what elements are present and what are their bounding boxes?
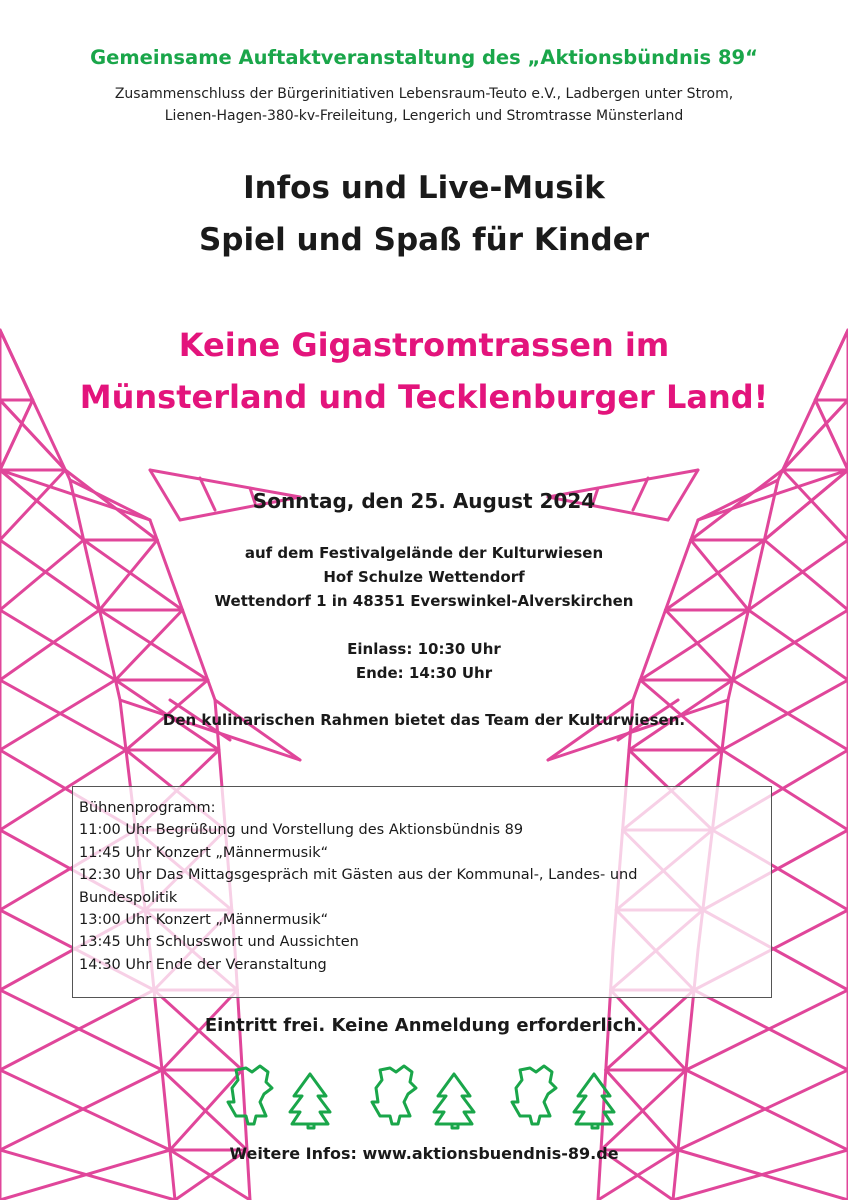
free-entry-note: Eintritt frei. Keine Anmeldung erforderlich.: [204, 1015, 644, 1036]
program-item: 11:45 Uhr Konzert „Männermusik“: [79, 844, 329, 861]
venue-line2: Hof Schulze Wettendorf: [323, 568, 525, 586]
headline-line2: Spiel und Spaß für Kinder: [198, 222, 650, 258]
catering-note: Den kulinarischen Rahmen bietet das Team der Kulturwiesen.: [162, 711, 686, 729]
event-date: Sonntag, den 25. August 2024: [252, 489, 596, 513]
deciduous-tree-icon: [372, 1066, 416, 1124]
venue-line1: auf dem Festivalgelände der Kulturwiesen: [244, 544, 604, 562]
organizer-title: Gemeinsame Auftaktveranstaltung des „Aktionsbündnis 89“: [90, 46, 758, 69]
slogan-line2: Münsterland und Tecklenburger Land!: [79, 378, 769, 416]
headline-line1: Infos und Live-Musik: [243, 170, 605, 206]
organizer-subtitle-line2: Lienen-Hagen-380-kv-Freileitung, Lengerich und Stromtrasse Münsterland: [164, 108, 684, 124]
program-item: 12:30 Uhr Das Mittagsgespräch mit Gästen aus der Kommunal-, Landes- und: [79, 867, 638, 884]
slogan-line1: Keine Gigastromtrassen im: [178, 326, 670, 364]
conifer-tree-icon: [574, 1074, 614, 1128]
more-info-website: Weitere Infos: www.aktionsbuendnis-89.de: [229, 1144, 619, 1163]
program-item: 14:30 Uhr Ende der Veranstaltung: [79, 956, 327, 973]
tree-row-logo-icon: [222, 1062, 636, 1132]
program-item: 13:00 Uhr Konzert „Männermusik“: [79, 912, 329, 929]
conifer-tree-icon: [434, 1074, 474, 1128]
end-time: Ende: 14:30 Uhr: [355, 664, 493, 682]
program-item: 13:45 Uhr Schlusswort und Aussichten: [79, 934, 359, 951]
deciduous-tree-icon: [228, 1066, 272, 1124]
program-heading: Bühnenprogramm:: [79, 800, 216, 816]
organizer-subtitle-line1: Zusammenschluss der Bürgerinitiativen Lebensraum-Teuto e.V., Ladbergen unter Strom,: [114, 86, 734, 102]
admission-time: Einlass: 10:30 Uhr: [347, 640, 501, 658]
program-item: Bundespolitik: [79, 889, 178, 906]
program-item: 11:00 Uhr Begrüßung und Vorstellung des Aktionsbündnis 89: [79, 822, 524, 839]
stage-program-box: [72, 786, 772, 998]
venue-address: Wettendorf 1 in 48351 Everswinkel-Alverskirchen: [214, 592, 634, 610]
deciduous-tree-icon: [512, 1066, 556, 1124]
conifer-tree-icon: [290, 1074, 330, 1128]
